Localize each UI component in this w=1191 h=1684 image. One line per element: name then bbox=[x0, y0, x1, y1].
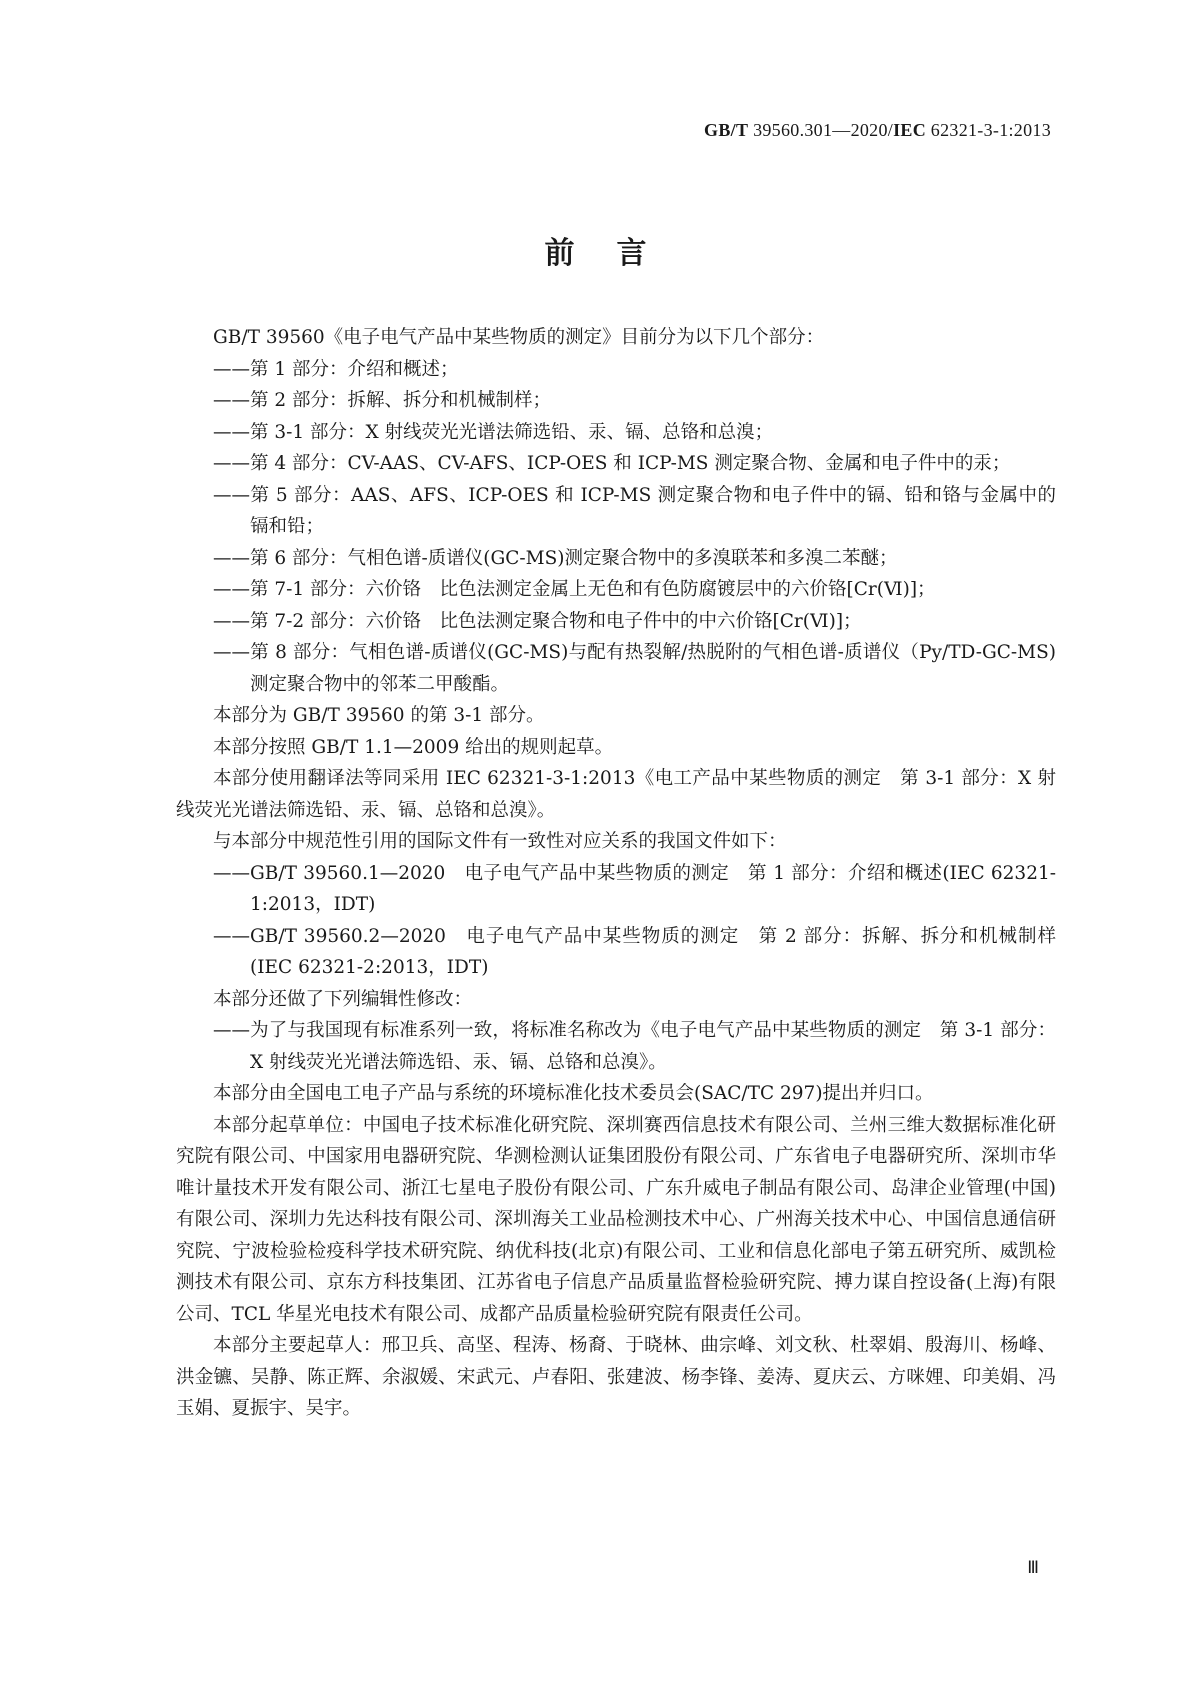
list-item: ——第 1 部分：介绍和概述； bbox=[213, 358, 459, 380]
list-item: ——GB/T 39560.2—2020 电子电气产品中某些物质的测定 第 2 部分：拆解、拆分和机械制样(IEC 62321-2:2013，IDT) bbox=[213, 925, 1056, 978]
paragraph: 本部分起草单位：中国电子技术标准化研究院、深圳赛西信息技术有限公司、兰州三维大数据标准化研究院有限公司、中国家用电器研究院、华测检测认证集团股份有限公司、广东省电子电器研究所、深圳市华唯计量技术开发有限公司、浙江七星电子股份有限公司、广东升威电子制品有限公司、岛津企业管理(中国)有限公司、深圳力先达科技有限公司、深圳海关工业品检测技术中心、广州海关技术中心、中国信息通信研究院、宁波检验检疫科学技术研究院、纳优科技(北京)有限公司、工业和信息化部电子第五研究所、威凯检测技术有限公司、京东方科技集团、江苏省电子信息产品质量监督检验研究院、搏力谋自控设备(上海)有限公司、TCL 华星光电技术有限公司、成都产品质量检验研究院有限责任公司。 bbox=[176, 1114, 1056, 1325]
list-item: ——为了与我国现有标准系列一致，将标准名称改为《电子电气产品中某些物质的测定 第 3-1 部分：X 射线荧光光谱法筛选铅、汞、镉、总铬和总溴》。 bbox=[213, 1020, 1056, 1073]
list-item: ——第 3-1 部分：X 射线荧光光谱法筛选铅、汞、镉、总铬和总溴； bbox=[213, 421, 774, 443]
list-item: ——第 2 部分：拆解、拆分和机械制样； bbox=[213, 390, 552, 411]
list-item: ——第 7-2 部分：六价铬 比色法测定聚合物和电子件中的中六价铬[Cr(Ⅵ)]； bbox=[213, 610, 862, 632]
list-item: ——第 6 部分：气相色谱-质谱仪(GC-MS)测定聚合物中的多溴联苯和多溴二苯醚； bbox=[213, 547, 898, 569]
list-item: ——第 5 部分：AAS、AFS、ICP-OES 和 ICP-MS 测定聚合物和电子件中的镉、铅和铬与金属中的镉和铅； bbox=[213, 484, 1056, 537]
paragraph: 本部分按照 GB/T 1.1—2009 给出的规则起草。 bbox=[213, 736, 614, 758]
page-number: Ⅲ bbox=[1027, 1558, 1039, 1577]
list-item: ——第 7-1 部分：六价铬 比色法测定金属上无色和有色防腐镀层中的六价铬[Cr(Ⅵ)]； bbox=[213, 579, 936, 600]
header-iec-code: 62321-3-1:2013 bbox=[926, 120, 1051, 140]
paragraph: 本部分还做了下列编辑性修改： bbox=[213, 988, 473, 1010]
paragraph: 本部分使用翻译法等同采用 IEC 62321-3-1:2013《电工产品中某些物质的测定 第 3-1 部分：X 射线荧光光谱法筛选铅、汞、镉、总铬和总溴》。 bbox=[176, 768, 1056, 821]
header-iec: IEC bbox=[893, 120, 926, 140]
standard-code-header bbox=[704, 120, 1051, 141]
paragraph: GB/T 39560《电子电气产品中某些物质的测定》目前分为以下几个部分： bbox=[213, 327, 825, 348]
paragraph: 本部分主要起草人：邢卫兵、高坚、程涛、杨裔、于晓林、曲宗峰、刘文秋、杜翠娟、殷海川、杨峰、洪金镳、吴静、陈正辉、余淑媛、宋武元、卢春阳、张建波、杨李锋、姜涛、夏庆云、方咪娌、印美娟、冯玉娟、夏振宇、吴宇。 bbox=[176, 1335, 1056, 1419]
header-code: 39560.301—2020/ bbox=[748, 120, 894, 140]
paragraph: 本部分由全国电工电子产品与系统的环境标准化技术委员会(SAC/TC 297)提出并归口。 bbox=[213, 1083, 934, 1104]
header-gbt: GB/T bbox=[704, 120, 749, 140]
list-item: ——GB/T 39560.1—2020 电子电气产品中某些物质的测定 第 1 部分：介绍和概述(IEC 62321-1:2013，IDT) bbox=[213, 862, 1056, 915]
paragraph: 本部分为 GB/T 39560 的第 3-1 部分。 bbox=[213, 705, 545, 726]
page-title: 前言 bbox=[544, 236, 689, 271]
paragraph: 与本部分中规范性引用的国际文件有一致性对应关系的我国文件如下： bbox=[213, 831, 787, 852]
list-item: ——第 8 部分：气相色谱-质谱仪(GC-MS)与配有热裂解/热脱附的气相色谱-质谱仪（Py/TD-GC-MS)测定聚合物中的邻苯二甲酸酯。 bbox=[213, 642, 1056, 695]
list-item: ——第 4 部分：CV-AAS、CV-AFS、ICP-OES 和 ICP-MS 测定聚合物、金属和电子件中的汞； bbox=[213, 453, 1011, 474]
foreword-body bbox=[176, 322, 1056, 1425]
